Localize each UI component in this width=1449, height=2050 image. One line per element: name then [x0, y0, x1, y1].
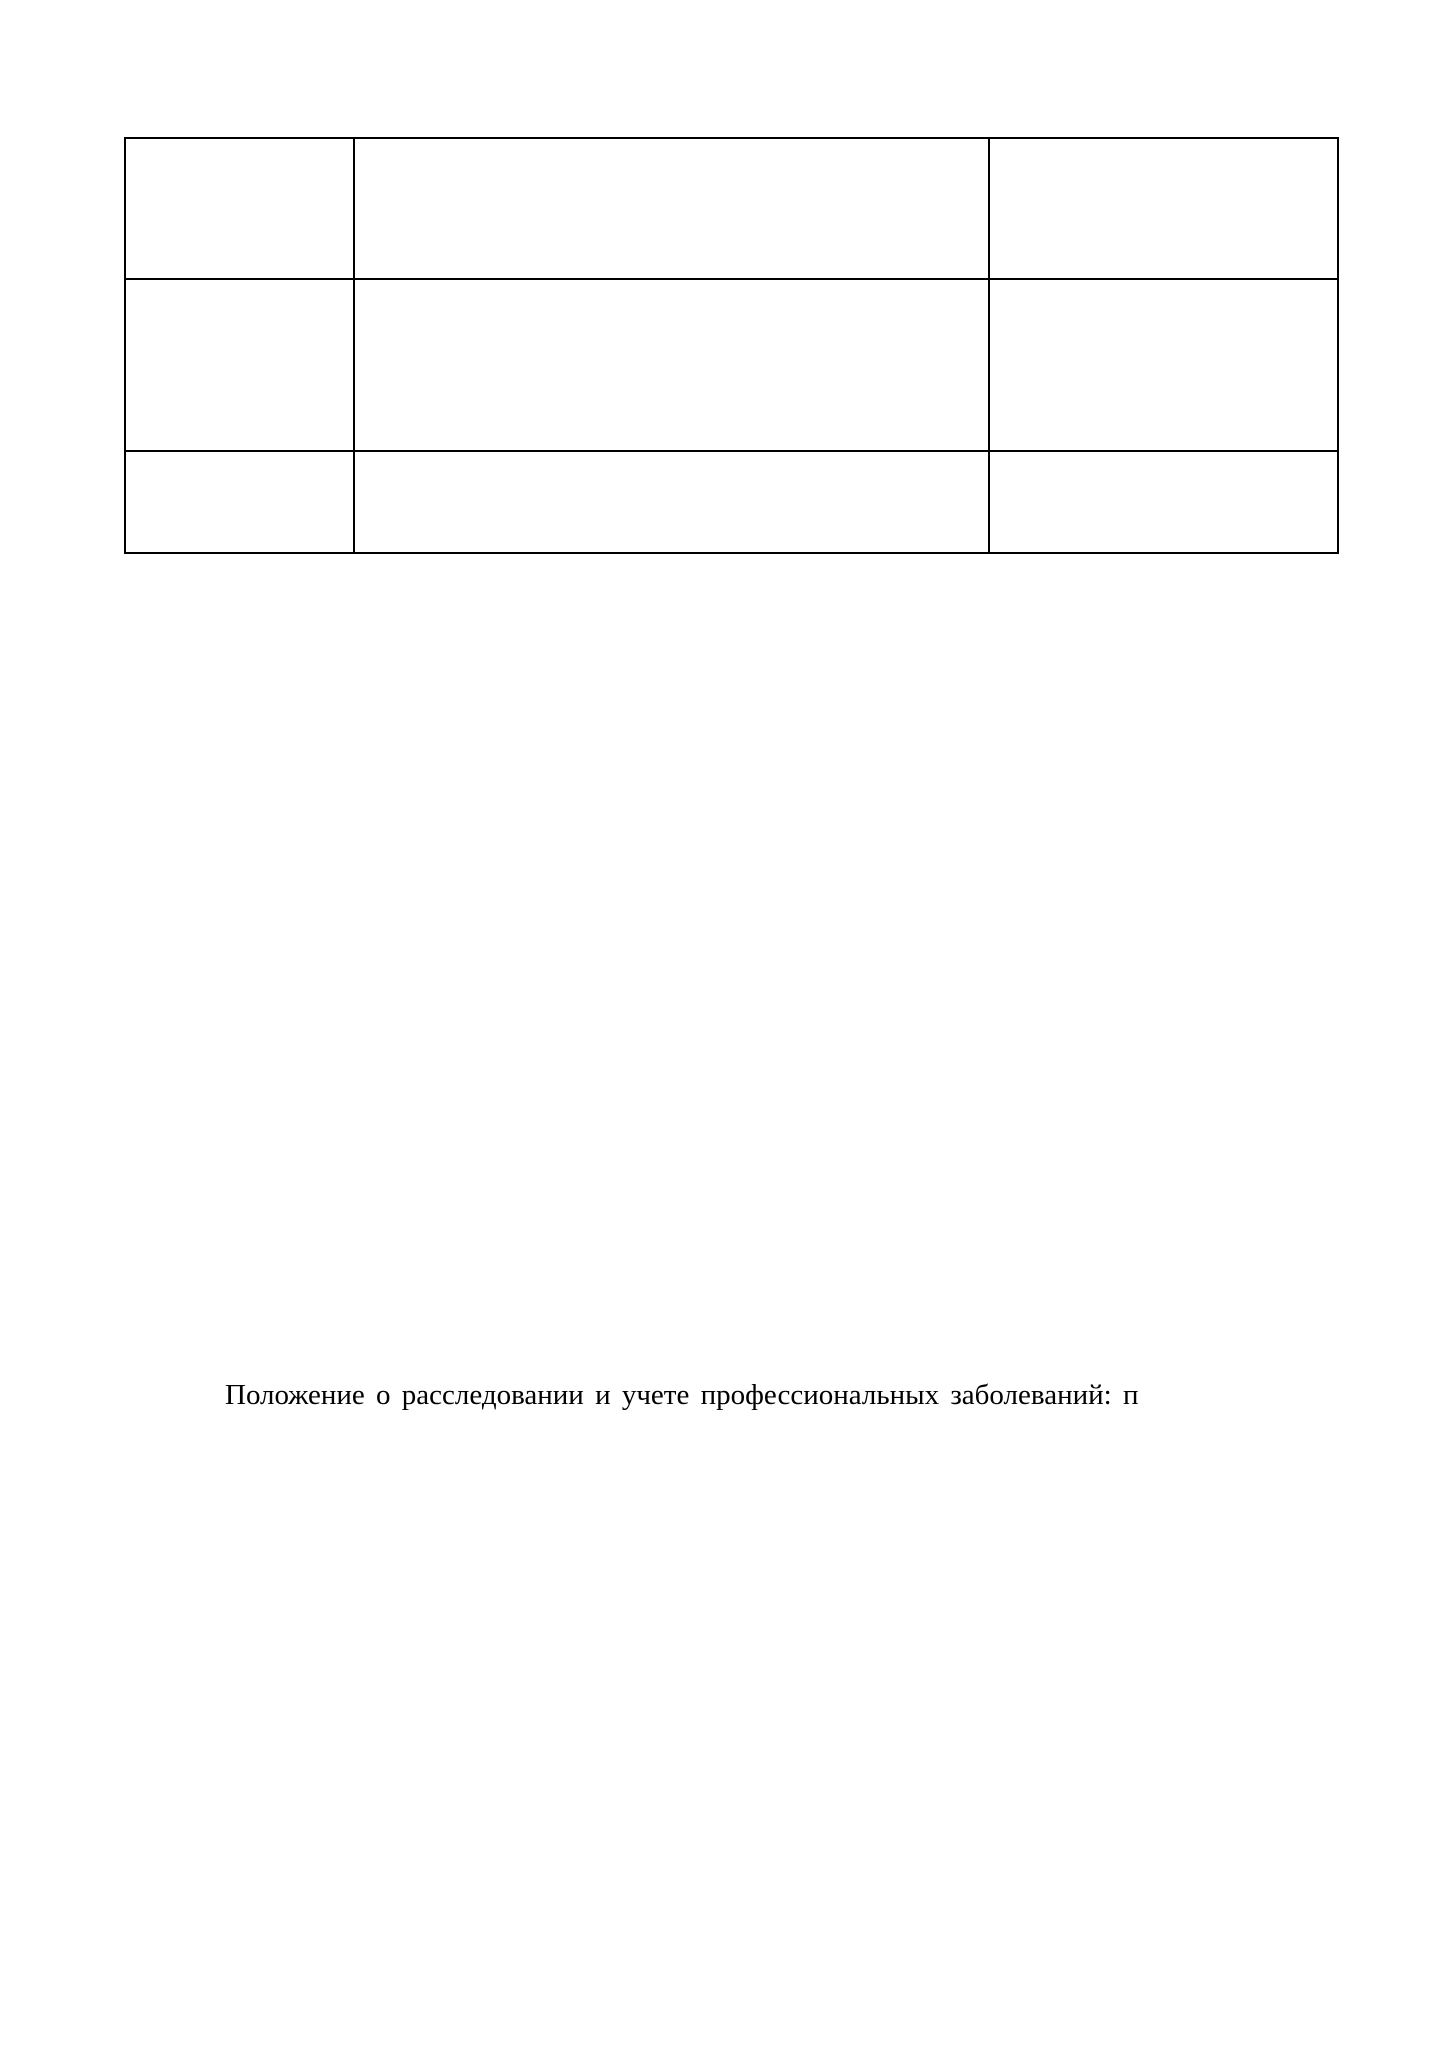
- empty-table: [124, 137, 1339, 554]
- table-cell: [125, 138, 354, 279]
- table-cell: [989, 138, 1338, 279]
- table-row: [125, 451, 1338, 553]
- table-cell: [989, 451, 1338, 553]
- table-row: [125, 138, 1338, 279]
- table-cell: [354, 279, 989, 451]
- table-cell: [125, 279, 354, 451]
- table-row: [125, 279, 1338, 451]
- document-text-line: Положение о расследовании и учете профессиональных заболеваний: п: [225, 1379, 1139, 1411]
- table-cell: [354, 138, 989, 279]
- table-cell: [354, 451, 989, 553]
- table-cell: [125, 451, 354, 553]
- table-cell: [989, 279, 1338, 451]
